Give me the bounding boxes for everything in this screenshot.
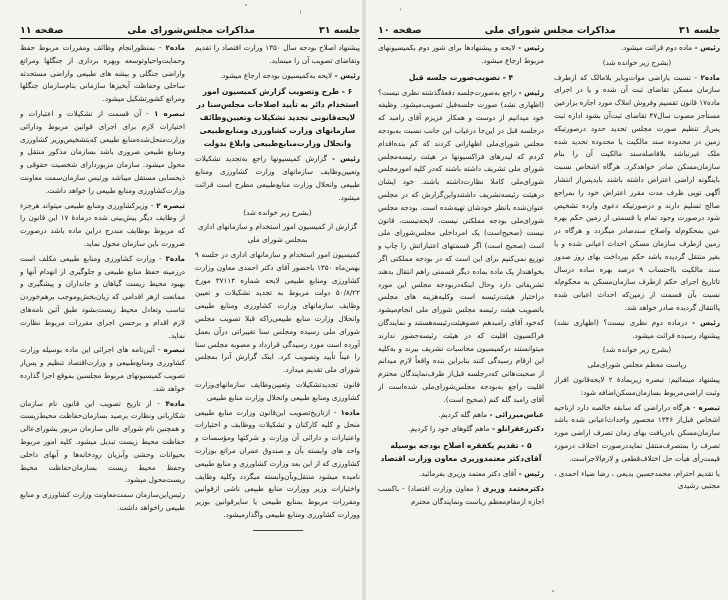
speaker-label: رئیس - <box>687 317 720 327</box>
speaker-label: ماده۳ <box>161 253 185 263</box>
speaker-paragraph <box>378 423 544 436</box>
header-title: مذاکرات مجلس شورای ملی <box>484 25 616 36</box>
paragraph-text: - هرگاه دراراضی که سابقه خالصه دارد ازناحیه اشخاص قبل‌از ۱۳۴۶ محصور واحداث‌اعیانی شده باشد سازمان‌مسکن بادریافت بهای زمان تصرف اراضی مورد تصرف را بمتصرف‌منتقل نمایددرصورت اختلاف درمورد قیمت‌رأی هیأت حل اختلاف‌قطعی و لازم‌الاجراست. <box>554 402 720 463</box>
speaker-label: رئیس - <box>326 154 360 164</box>
speaker-label: ماده۴ <box>159 398 185 408</box>
speaker-label: ماده۲ <box>696 72 720 82</box>
scan-speck <box>552 590 554 592</box>
paragraph-text: ماهم گلوهای خود را کردیم. <box>408 424 490 434</box>
speaker-paragraph <box>195 70 360 83</box>
section-heading: ۵ - تقدیم یکفقره اصلاح بودجه بوسیله آقای‌دکتر معتمدوزیری معاون وزارت اقتصاد <box>380 441 542 464</box>
speaker-label: تبصره ۲ <box>153 200 185 210</box>
paragraph-text: - نسبت باراضی موات‌وبایر بلامالک که ازطرف سازمان مسکن تقاضای ثبت آن شده و یا در اجرای ماده۱۷ قانون تقسیم وفروش املاک مورد اجاره بزارعین مستأجر مصوب سال۴۷ تقاضای ثبت‌آن بشود اداره ثبت پس‌از تنظیم صورت مجلس تحدید حدود درصورتیکه زمین در محدوده سند مالکیت یا محدوده تحدید شده ملک غیرنباشد بلافاصله‌سند مالکیت آن را بنام سازمان‌مسکن صادر خواهدکرد. هرگاه اشخاص نسبت باینگونه اراضی اعتراض داشته باشند بایدپس‌از انتشار آگهی توپی ظرف مدت مقرر اعتراض خود را بمراجع صالح تسلیم دارند و درصورتیکه دعوی وارده تشخیص شود درصورت وجود تمام یا قسمتی از زمین حکم بهره عین بمحکوم‌له واصلاح سندصادر میگردد و هرگاه در زمین ازطرف سازمان مسکن احداث اعیانی شده و یا بغیر منتقل گردیده باشد حکم بپرداخت بهای روز صدور سند مالکیت بااحتساب ۹ درصد بهره ساده درسال تاتاریخ اجرای حکم ازطرف سازمان‌مسکن به محکوم‌له نسبت بآن قسمت از زمین‌که احداث اعیانی شده یاانتقال گردیده صادر خواهد شد. <box>554 72 720 312</box>
paragraph: پیشنهاد مینمائیم: تبصره زیربمادهٔ ۲ لایحه‌قانون افراز وثبت اراضی‌مربوط بسازمان‌مسکن‌اضافه شود: <box>554 374 720 397</box>
speaker-paragraph <box>20 398 185 488</box>
paragraph-text: - وزیرکشاورزی ومنابع طبیعی میتواند هرجزء از وظایف دیگر پیش‌بینی شده درمادهٔ ۱۷ این قانون را که مربوط بوظایف مندرج دراین ماده باشد درصورت ضرورت باین سازمان محول نماید. <box>20 200 185 248</box>
speaker-paragraph <box>554 402 720 466</box>
page-10 <box>364 0 728 600</box>
paragraph: پیشنهاد اصلاح بودجه سال ۱۳۵۰ وزارت اقتصاد را تقدیم وتقاضای تصویب آن را مینماید. <box>195 43 360 65</box>
column-right <box>554 42 720 594</box>
speaker-label: رئیس - <box>516 469 544 479</box>
session-number: جلسه ۳۱ <box>318 25 360 36</box>
paragraph-text: - آن قسمت از تشکیلات و اعتبارات و اختیارات لازم برای اجرای قوانین مربوط ودارائی وزارت‌منحل‌شده‌منابع طبیعی که‌بتشخیص‌وزیر کشاورزی ومنابع طبیعی ضروری باشد بسازمان مذکور منتقل و محول میشود. سازمان مزبوردارای شخصیت حقوقی و ذیحسابی مستقل میباشد ورئیس سازمان‌سمت معاونت وزارت‌کشاورزی ومنابع طبیعی را خواهد داشت. <box>20 108 185 195</box>
centered-note: ریاست معظم مجلس شورای‌ملی <box>587 360 687 370</box>
column-left <box>20 42 185 594</box>
speaker-paragraph <box>378 468 544 481</box>
speaker-label: دکترمعتمد وزیری <box>479 483 544 493</box>
speaker-label: تبصره ۱ <box>148 108 185 118</box>
speaker-paragraph <box>378 483 544 509</box>
speaker-label: ماده۱ <box>336 407 360 417</box>
scan-speck <box>245 4 247 6</box>
speaker-paragraph <box>20 344 185 395</box>
speaker-label: عباس‌میرزائی - <box>487 409 544 419</box>
session-number: جلسه ۳۱ <box>678 25 720 36</box>
paragraph-text: - آئین‌نامه های اجرائی این ماده بوسیله وزارت کشاورزی ومنابع‌طبیعی و وزارت‌اقتصاد تنظیم و پس‌از تصویب کمیسیونهای مربوط مجلسین بموقع اجرا گذارده خواهد شد. <box>20 345 185 393</box>
scan-speck <box>300 10 301 14</box>
paragraph: رئیس‌این‌سازمان سمت‌معاونت وزارت کشاورزی و منابع طبیعی راخواهد داشت. <box>20 490 185 512</box>
page-header <box>20 20 360 39</box>
centered-note: گزارش از کمیسیون امور استخدام و سازمانهای اداری بمجلس شورای ملی <box>197 222 358 245</box>
speaker-label: رئیس - <box>332 70 360 80</box>
speaker-label: رئیس - <box>516 87 544 97</box>
speaker-paragraph <box>195 153 360 204</box>
speaker-label: رئیس - <box>515 43 544 52</box>
speaker-paragraph <box>20 200 185 251</box>
paragraph-text: لایحه به‌کمیسیون بودجه ارجاع میشود. <box>219 70 333 80</box>
speaker-paragraph <box>554 72 720 315</box>
paragraph-text: - ازتاریخ‌تصویب این‌قانون وزارت منابع طبیعی منحل و کلیه کارکنان و تشکیلات ووظایف و اختیارات واعتبارات و دارائی آن وزارت و شرکتها ومؤسسات و واحد های وابسته بآن و صندوق عمران مراتع بوزارت کشاورزی که از این بعد وزارت کشاورزی و منابع طبیعی نامیده میشود منتقل‌وبآن‌وابسته میگردد وکلیه وظایف واختیارات وزیر ووزارت منابع طبیعی ناشی ازقوانین ومقررات مربوط بمنابع طبیعی یا سایرقوانین بوزیر ووزارت کشاورزی ومنابع طبیعی واگذارمیشود. <box>195 407 360 519</box>
paragraph-text: راجع به‌صورت‌جلسه دفعهٔ‌گذشته نظری نیست؟ (اظهاری نشد) صورت جلسه‌قبل تصویب‌میشود. وظیفه خود میدانیم از دوست و همکار عزیزم آقای رامبد که درجلسه قبل در این‌جا درغیاب این جانب نسبت به‌بودجه مجلس شورای‌ملی اظهاراتی کردند که کم بنده‌اقدام کردم که لیدرهای فراکسیونها در هیئت رئیسه‌مجلس شورای ملی تشریف داشته باشند که‌در کلیه امورمجلس شورای‌ملی کاملا نظارت‌داشته باشند. خود ایشان درهیئت رئیسه‌تشریف داشتند‌واین‌گزارش که در مجلس عنوان‌شده بانظر خودشان تهیه‌شده است. بودجه مجلس شورای‌ملی بودجه مملکتی نیست، لایحه‌نیست، قانون نیست (صحیح‌است) یک امرداخلی مجلس‌شورای ملی است (صحیح است) اگر قسمتهای اعتباراتش را چاپ و توزیع نمی‌کنیم برای این است که در بودجه مملکتی اگر بخواهند‌از یک ماده بماده دیگر قسمتی راهم انتقال بدهند تشریفاتی دارد وحال اینکه‌دربودجه مجلس این مورد دراختیار هیئت‌رئیسه است وکلیه‌هزینه های مجلس باتصویب هیئت رئیسه مجلس شورای ملی انجام‌میشود که‌خود آقای رامبدهم عضوهیئت‌رئیسه‌هستند و نمایندگان فراکسیون اقلیت که در هیئت رئیسه‌حضور ندارند میتوانستند درکمیسیون محاسبات تشریف بیرند و به‌کلیه این ارقام رسیدگی کنند بنابراین بنده واقعاً لازم میدانم از صحبت‌هائی که‌درجلسه قبل‌از طرف‌نمایندگان محترم اقلیت راجع به‌بودجه مجلس‌شورای‌ملی شده‌است از آقای رامبد گله کنم (صحیح است). <box>378 87 544 404</box>
paragraph-text: ماده دوم قرائت میشود. <box>621 43 693 52</box>
speaker-label: رئیس - <box>692 43 720 52</box>
speaker-paragraph <box>195 407 360 522</box>
end-divider <box>253 530 303 531</box>
header-title: مذاکرات مجلس‌شورای ملی <box>127 25 256 36</box>
speaker-label: تبصره <box>160 345 185 355</box>
paragraph: قانون تجدیدتشکیلات وتعیین‌وظایف سازمانهای‌وزارت کشاورزی ومنابع طبیعی وانحلال وزارت منابع طبیعی <box>195 379 360 402</box>
paragraph-text: لایحه و پیشنهادها برای شور دوم بکمیسیونهای مربوط ارجاع میشود. <box>378 43 544 65</box>
speaker-paragraph <box>554 317 720 343</box>
paragraph-text: ( معاون وزارت اقتصاد) - باکسب اجازه ازمقام‌معظم ریاست ونمایندگان محترم <box>378 483 544 506</box>
speaker-paragraph <box>20 42 185 106</box>
scan-speck <box>400 8 401 11</box>
page-number: صفحه ۱۰ <box>378 25 422 36</box>
column-left <box>378 42 544 594</box>
speaker-paragraph <box>378 87 544 407</box>
speaker-label: تبصره <box>695 402 720 412</box>
page-columns <box>20 42 360 594</box>
paragraph: کمیسیون امور استخدام و سازمانهای اداری در جلسه ۹ بهمن‌ماه ۱۳۵۰ باحضور آقای دکتر احمدی معاون وزارت کشاورزی ومنابع طبیعی لایحه شماره ۳۷۱۱۴ مورخ ۵۰/۸/۲۲ دولت مربوط به تجدید تشکیلات و تعیین وظایف سازمانهای وزارت کشاورزی ومنابع طبیعی وانحلال وزارت منابع طبیعی‌راکه قبلا تصویب مجلس شورای ملی رسیده ومجلس سنا تغییراتی درآن بعمل آورده است مورد رسیدگی قرارداد و مصوبه مجلس سنا را عیناً تأیید وتصویب کرد. اینک گزارش آنرا بمجلس شورای ملی تقدیم میدارد. <box>195 249 360 375</box>
speaker-label: ماده۲ <box>161 43 185 52</box>
paragraph-text: آقای دکتر معتمد وزیری بفرمائید. <box>419 469 517 479</box>
paragraph-text: ماهم گله کردیم. <box>438 409 488 419</box>
paragraph: با تقدیم احترام، محمدحسین بدیعی ، رضا ضیاء احمدی ، مجتبی رشیدی <box>554 468 720 491</box>
paragraph-text: - بمنظورانجام وظائف ومقررات مربوط حفظ وحمایت‌واحیاوتوسعه وبهره برداری از جنگلها ومراتع واراضی جنگلی و بیشه های طبیعی واراضی مستحدثه ساحلی وحفاظت آبخیزها سازمانی بنام‌سازمان جنگلها ومراتع کشورتشکیل میشود. <box>20 43 185 104</box>
section-heading: ۶ - طرح وتصویب گزارش کمیسیون امور استخدام دائر به تأیید اصلاحات مجلس‌سنا در لایحه‌قانونی تجدید تشکیلات وتعیین‌وظائف سازمانهای وزارت کشاورزی ومنابع‌طبیعی وانحلال وزارت‌منابع‌طبیعی وابلاغ بدولت <box>196 87 359 149</box>
centered-note: (بشرح زیر خوانده شد) <box>243 207 312 217</box>
column-right <box>195 42 360 594</box>
page-columns <box>378 42 720 594</box>
paragraph-text: درماده دوم نظری نیست؟ (اظهاری نشد) پیشنهاد رسیده قرائت میشود. <box>554 317 720 340</box>
centered-note: (بشرح زیر خوانده شد) <box>602 57 672 67</box>
speaker-paragraph <box>20 108 185 198</box>
page-number: صفحه ۱۱ <box>20 25 64 36</box>
speaker-paragraph <box>378 409 544 422</box>
speaker-paragraph <box>20 253 185 343</box>
section-heading: ۴ - تصویب‌صورت جلسه قبل <box>408 72 514 82</box>
speaker-paragraph <box>378 42 544 68</box>
page-header <box>378 20 720 39</box>
speaker-paragraph <box>554 42 720 55</box>
paragraph-text: - از تاریخ تصویب این قانون نام سازمان شکاربانی ونظارت برصید بسازمان‌حفاظت محیط‌زیست و همچنین نام شورای عالی سازمان مزبور بشورای‌عالی حفاظت محیط زیست تبدیل میشود. کلیه امور مربوط بحیوانات وحشی وآبزیان رودخانه‌ها و آبهای داخلی وحفظ محیط زیست بسازمان‌حفاظت محیط زیست‌محول میشود. <box>20 398 185 485</box>
centered-note: (بشرح زیر خوانده شد) <box>602 345 672 355</box>
paragraph-text: - وزارت کشاورزی ومنابع طبیعی مکلف است درزمینه حفظ منابع طبیعی و جلوگیری از انهدام آنها و بهبود محیط زیست گیاهان و جانداران و پیشگیری و ممانعت ازهر اقدامی که زیان‌بخش‌وموجب برهم‌خوردن تناسب وتعادل محیط زیست‌بشود طبق آئین نامه‌های لازم اقدام و برحسن اجرای مقررات مربوط نظارت نماید. <box>20 253 185 340</box>
paragraph-text: گزارش کمیسیونها راجع به‌تجدید تشکیلات وتعیین‌وظایف سازمانهای وزارت کشاورزی ومنابع طبیعی وانحلال وزارت منابع‌طبیعی مطرح است قرائت میشود. <box>195 154 360 202</box>
speaker-label: دکترزعفرانلو - <box>489 424 544 434</box>
